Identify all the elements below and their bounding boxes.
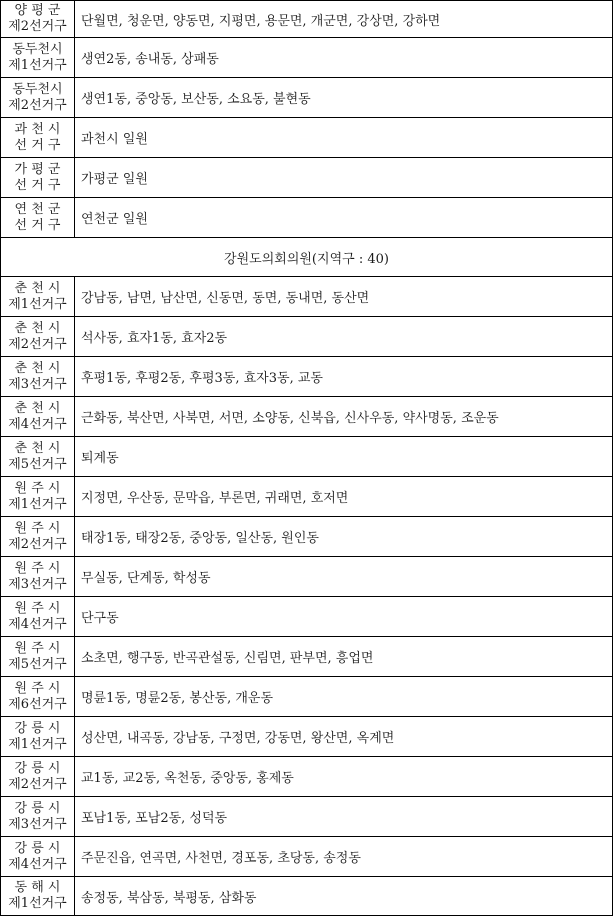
table-row [1, 78, 613, 118]
table-row [1, 517, 613, 557]
district-areas: 생연1동, 중앙동, 보산동, 소요동, 불현동 [75, 78, 613, 118]
table-row [1, 437, 613, 477]
district-areas: 명륜1동, 명륜2동, 봉산동, 개운동 [75, 677, 613, 717]
district-number: 제2선거구 [8, 97, 67, 113]
table-row [1, 597, 613, 637]
district-areas: 과천시 일원 [75, 118, 613, 158]
table-row [1, 637, 613, 677]
district-number: 제2선거구 [8, 536, 67, 552]
district-name-cell [1, 118, 75, 158]
district-areas: 태장1동, 태장2동, 중앙동, 일산동, 원인동 [75, 517, 613, 557]
district-name-cell [1, 877, 75, 916]
district-name: 원 주 시 [14, 680, 61, 696]
district-name: 원 주 시 [14, 560, 61, 576]
table-row [1, 877, 613, 916]
table-row [1, 118, 613, 158]
district-name: 과 천 시 [14, 121, 61, 137]
district-name: 동두천시 [12, 41, 63, 57]
district-name-cell [1, 357, 75, 397]
district-number: 제5선거구 [8, 656, 67, 672]
district-name: 춘 천 시 [14, 320, 61, 336]
district-number: 제4선거구 [8, 616, 67, 632]
district-number: 제3선거구 [8, 376, 67, 392]
table-row [1, 158, 613, 198]
district-name: 원 주 시 [14, 520, 61, 536]
district-name-cell [1, 637, 75, 677]
district-name-cell [1, 477, 75, 517]
district-number: 제5선거구 [8, 456, 67, 472]
table-row [1, 477, 613, 517]
district-number: 제2선거구 [8, 19, 67, 34]
district-areas: 강남동, 남면, 남산면, 신동면, 동면, 동내면, 동산면 [75, 277, 613, 317]
table-row [1, 38, 613, 78]
district-number: 제6선거구 [8, 696, 67, 712]
district-name: 강 릉 시 [14, 800, 61, 816]
district-name-cell [1, 198, 75, 238]
table-row [1, 277, 613, 317]
district-name: 가 평 군 [14, 161, 61, 177]
district-name: 강 릉 시 [14, 760, 61, 776]
district-name-cell [1, 517, 75, 557]
section-header-row [1, 238, 613, 277]
district-areas: 석사동, 효자1동, 효자2동 [75, 317, 613, 357]
district-number: 제1선거구 [8, 296, 67, 312]
district-name-cell [1, 397, 75, 437]
district-name-cell [1, 837, 75, 877]
district-areas: 교1동, 교2동, 옥천동, 중앙동, 홍제동 [75, 757, 613, 797]
table-row [1, 677, 613, 717]
table-row [1, 797, 613, 837]
district-name: 춘 천 시 [14, 280, 61, 296]
district-areas: 근화동, 북산면, 사북면, 서면, 소양동, 신북읍, 신사우동, 약사명동, 조운동 [75, 397, 613, 437]
district-areas: 단구동 [75, 597, 613, 637]
district-number: 제4선거구 [8, 416, 67, 432]
district-number: 선 거 구 [14, 137, 61, 153]
district-number: 제1선거구 [8, 736, 67, 752]
table-row [1, 317, 613, 357]
district-name-cell [1, 437, 75, 477]
district-number: 제3선거구 [8, 576, 67, 592]
district-name-cell [1, 277, 75, 317]
table-row [1, 1, 613, 38]
district-number: 제4선거구 [8, 856, 67, 872]
district-areas: 성산면, 내곡동, 강남동, 구정면, 강동면, 왕산면, 옥계면 [75, 717, 613, 757]
district-areas: 소초면, 행구동, 반곡관설동, 신림면, 판부면, 흥업면 [75, 637, 613, 677]
district-name: 춘 천 시 [14, 440, 61, 456]
section-header: 강원도의회의원(지역구 : 40) [1, 238, 613, 277]
district-areas: 연천군 일원 [75, 198, 613, 238]
table-row [1, 557, 613, 597]
district-areas: 포남1동, 포남2동, 성덕동 [75, 797, 613, 837]
district-name-cell [1, 158, 75, 198]
district-areas: 생연2동, 송내동, 상패동 [75, 38, 613, 78]
district-areas: 퇴계동 [75, 437, 613, 477]
district-name-cell [1, 677, 75, 717]
district-number: 제1선거구 [8, 896, 67, 911]
table-row [1, 757, 613, 797]
district-name: 동 해 시 [14, 880, 61, 895]
district-name-cell [1, 757, 75, 797]
table-row [1, 397, 613, 437]
district-areas: 무실동, 단계동, 학성동 [75, 557, 613, 597]
district-areas: 주문진읍, 연곡면, 사천면, 경포동, 초당동, 송정동 [75, 837, 613, 877]
district-areas: 송정동, 북삼동, 북평동, 삼화동 [75, 877, 613, 916]
table-row [1, 837, 613, 877]
district-name: 강 릉 시 [14, 720, 61, 736]
district-name: 강 릉 시 [14, 840, 61, 856]
district-number: 선 거 구 [14, 177, 61, 193]
district-areas: 단월면, 청운면, 양동면, 지평면, 용문면, 개군면, 강상면, 강하면 [75, 1, 613, 38]
district-areas: 가평군 일원 [75, 158, 613, 198]
district-name-cell [1, 317, 75, 357]
district-name-cell [1, 78, 75, 118]
district-name-cell [1, 597, 75, 637]
district-number: 제1선거구 [8, 496, 67, 512]
district-number: 제1선거구 [8, 57, 67, 73]
district-number: 선 거 구 [14, 217, 61, 233]
district-number: 제2선거구 [8, 336, 67, 352]
district-name: 원 주 시 [14, 640, 61, 656]
district-name: 동두천시 [12, 81, 63, 97]
district-name: 춘 천 시 [14, 400, 61, 416]
table-row [1, 717, 613, 757]
table-row [1, 198, 613, 238]
district-name: 연 천 군 [14, 201, 61, 217]
district-name: 원 주 시 [14, 480, 61, 496]
district-name-cell [1, 797, 75, 837]
district-name-cell [1, 38, 75, 78]
district-number: 제2선거구 [8, 776, 67, 792]
table-row [1, 357, 613, 397]
district-name: 양 평 군 [14, 3, 61, 18]
district-areas: 지정면, 우산동, 문막읍, 부론면, 귀래면, 호저면 [75, 477, 613, 517]
district-name-cell [1, 717, 75, 757]
district-name: 춘 천 시 [14, 360, 61, 376]
district-name-cell [1, 557, 75, 597]
district-name: 원 주 시 [14, 600, 61, 616]
district-number: 제3선거구 [8, 816, 67, 832]
district-name-cell [1, 1, 75, 38]
district-areas: 후평1동, 후평2동, 후평3동, 효자3동, 교동 [75, 357, 613, 397]
